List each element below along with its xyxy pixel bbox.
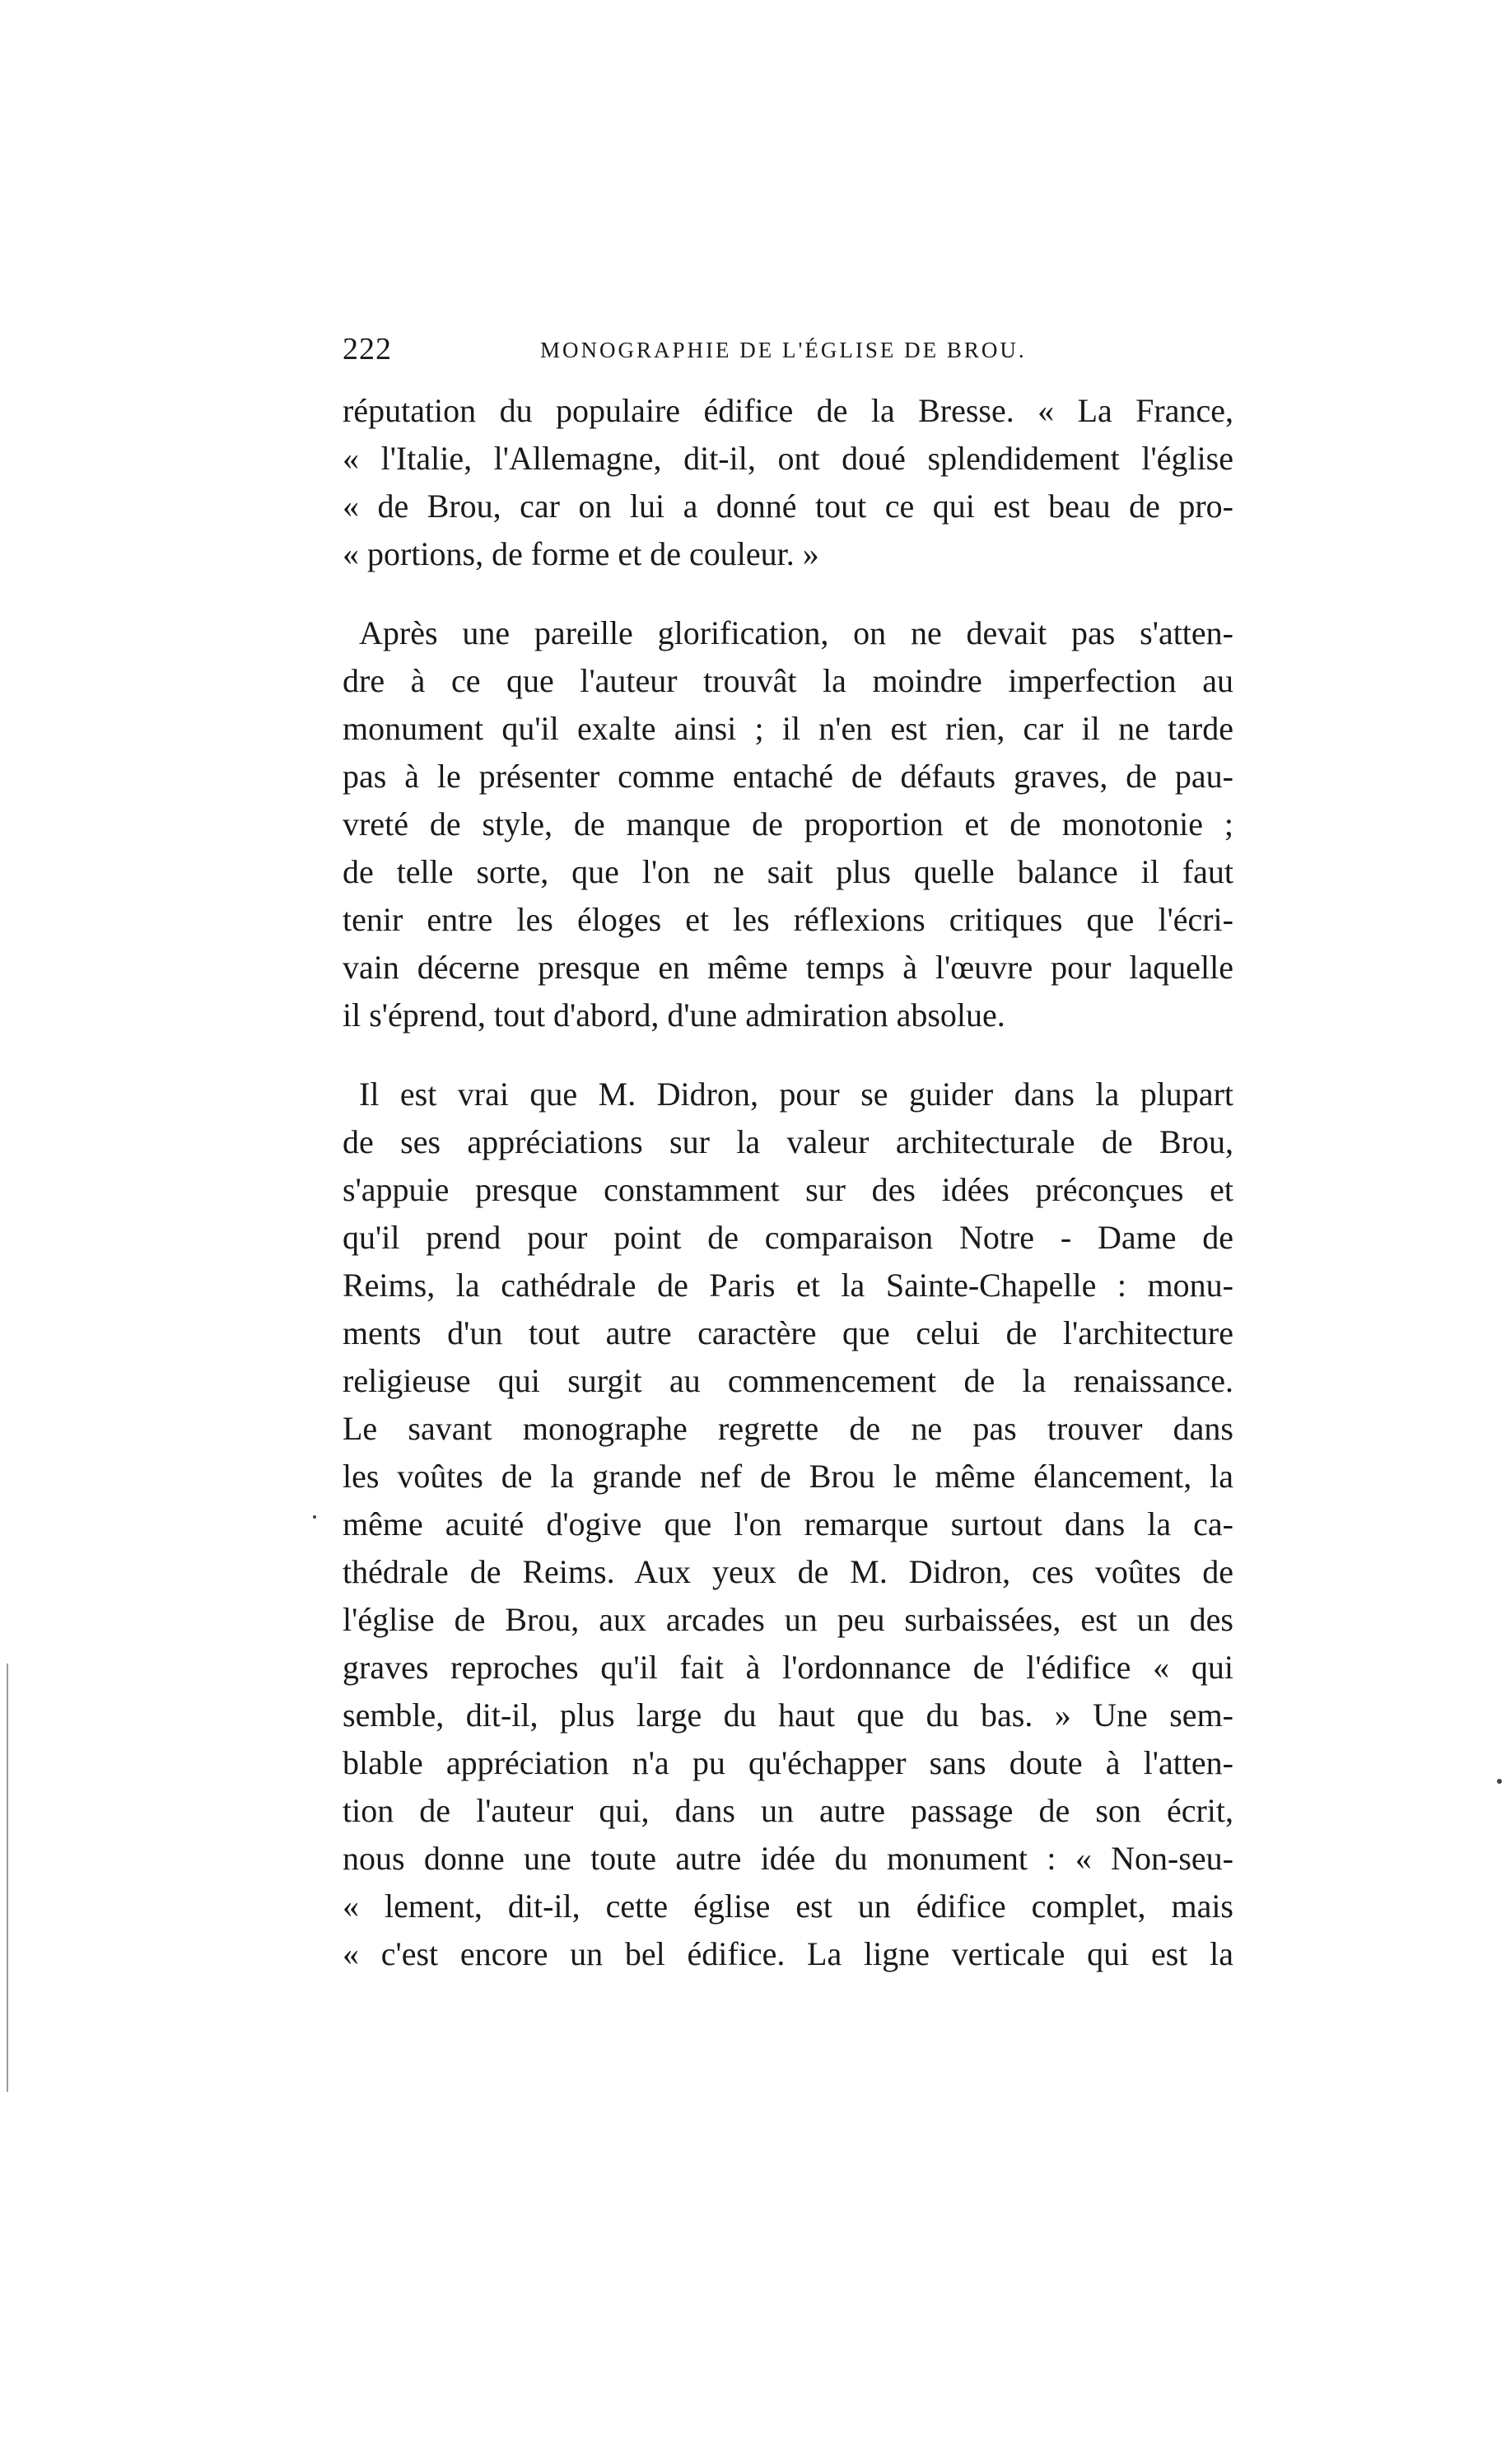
scan-speck: [313, 1515, 316, 1519]
body-text: [343, 387, 1233, 2009]
text-line: Le savant monographe regrette de ne pas trouver dans: [343, 1410, 1233, 1447]
text-line: vain décerne presque en même temps à l'œuvre pour laquelle: [343, 949, 1233, 986]
text-line: tion de l'auteur qui, dans un autre passage de son écrit,: [343, 1792, 1233, 1829]
paragraph-didron: [343, 1071, 1233, 1978]
running-title: MONOGRAPHIE DE L'ÉGLISE DE BROU.: [540, 338, 1027, 362]
text-line: tenir entre les éloges et les réflexions critiques que l'écri-: [343, 901, 1233, 938]
text-line: pas à le présenter comme entaché de défauts graves, de pau-: [343, 758, 1233, 795]
text-line: Reims, la cathédrale de Paris et la Sainte-Chapelle : monu-: [343, 1267, 1233, 1304]
text-line: « de Brou, car on lui a donné tout ce qui est beau de pro-: [343, 488, 1233, 525]
text-line: de ses appréciations sur la valeur architecturale de Brou,: [343, 1123, 1233, 1160]
page-number: 222: [343, 332, 392, 366]
text-line: religieuse qui surgit au commencement de la renaissance.: [343, 1362, 1233, 1399]
text-line: réputation du populaire édifice de la Bresse. « La France,: [343, 392, 1233, 429]
text-line: « c'est encore un bel édifice. La ligne verticale qui est la: [343, 1935, 1233, 1972]
text-line: Après une pareille glorification, on ne devait pas s'atten-: [359, 614, 1233, 651]
running-head: [343, 331, 1233, 380]
scan-speck: [1497, 1779, 1502, 1784]
text-line: même acuité d'ogive que l'on remarque surtout dans la ca-: [343, 1505, 1233, 1542]
text-line: il s'éprend, tout d'abord, d'une admiration absolue.: [343, 996, 1005, 1034]
text-line: « l'Italie, l'Allemagne, dit-il, ont doué splendidement l'église: [343, 440, 1233, 477]
text-line: vreté de style, de manque de proportion et de monotonie ;: [343, 805, 1233, 842]
text-line: l'église de Brou, aux arcades un peu surbaissées, est un des: [343, 1601, 1233, 1638]
text-line: « portions, de forme et de couleur. »: [343, 535, 819, 572]
text-line: graves reproches qu'il fait à l'ordonnance de l'édifice « qui: [343, 1649, 1233, 1686]
text-line: de telle sorte, que l'on ne sait plus quelle balance il faut: [343, 853, 1233, 890]
text-line: dre à ce que l'auteur trouvât la moindre imperfection au: [343, 662, 1233, 699]
scan-margin-mark: [7, 1664, 8, 2092]
text-line: Il est vrai que M. Didron, pour se guider dans la plupart: [359, 1076, 1233, 1113]
text-line: qu'il prend pour point de comparaison Notre - Dame de: [343, 1219, 1233, 1256]
paragraph-quote-continuation: [343, 387, 1233, 578]
text-line: nous donne une toute autre idée du monument : « Non-seu-: [343, 1840, 1233, 1877]
text-line: les voûtes de la grande nef de Brou le même élancement, la: [343, 1458, 1233, 1495]
text-line: monument qu'il exalte ainsi ; il n'en est rien, car il ne tarde: [343, 710, 1233, 747]
text-line: semble, dit-il, plus large du haut que du bas. » Une sem-: [343, 1696, 1233, 1734]
text-line: blable appréciation n'a pu qu'échapper sans doute à l'atten-: [343, 1744, 1233, 1781]
paragraph-glorification: [343, 609, 1233, 1039]
text-line: s'appuie presque constamment sur des idées préconçues et: [343, 1171, 1233, 1208]
text-line: thédrale de Reims. Aux yeux de M. Didron, ces voûtes de: [343, 1553, 1233, 1590]
text-line: « lement, dit-il, cette église est un édifice complet, mais: [343, 1888, 1233, 1925]
text-line: ments d'un tout autre caractère que celui de l'architecture: [343, 1314, 1233, 1351]
